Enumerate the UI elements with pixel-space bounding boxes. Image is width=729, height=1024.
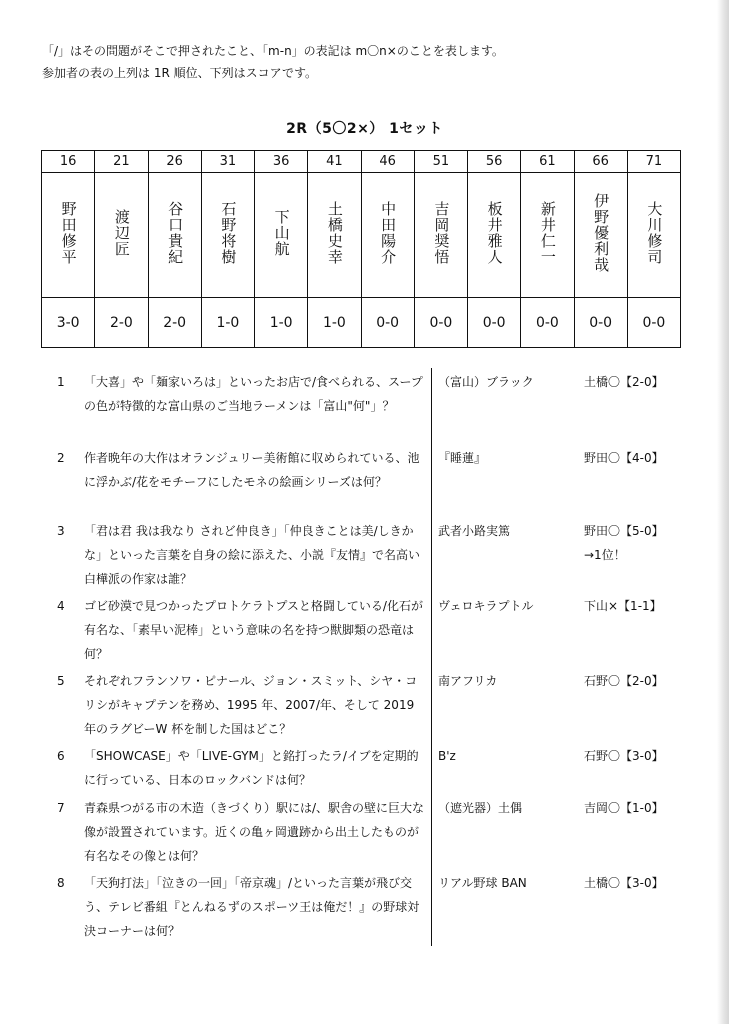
name-cell — [414, 173, 467, 298]
question-text: 作者晩年の大作はオランジュリー美術館に収められている、池に浮かぶ/花をモチーフにしたモネの絵画シリーズは何？ — [84, 451, 420, 489]
player-name: 中田陽介 — [379, 201, 398, 265]
name-cell — [574, 173, 627, 298]
participants-table — [41, 150, 681, 348]
answer: ヴェロキラプトル — [438, 599, 534, 613]
rank-cell: 66 — [574, 151, 627, 173]
score-cell: 3-0 — [42, 298, 95, 348]
result-note: →1位！ — [584, 548, 626, 562]
result: 石野〇【3-0】 — [584, 749, 664, 763]
player-name: 新井仁一 — [538, 201, 557, 265]
score-cell: 0-0 — [627, 298, 680, 348]
question-number: 6 — [57, 749, 65, 763]
player-name: 板井雅人 — [485, 201, 504, 265]
player-name: 下山航 — [272, 209, 291, 257]
answer: （遮光器）土偶 — [438, 801, 523, 815]
player-name: 野田修平 — [59, 201, 78, 265]
score-cell: 1-0 — [255, 298, 308, 348]
result: 吉岡〇【1-0】 — [584, 801, 664, 815]
question-number: 2 — [57, 451, 65, 465]
set-title: 2R（5〇2×） 1セット — [286, 121, 443, 137]
intro-line-2: 参加者の表の上列は 1R 順位、下列はスコアです。 — [42, 66, 318, 80]
question-text: それぞれフランソワ・ピナール、ジョン・スミット、シヤ・コリシがキャプテンを務め、1995 年、2007/年、そして 2019 年のラグビーW 杯を制した国はどこ？ — [84, 674, 418, 736]
rank-cell: 61 — [521, 151, 574, 173]
name-cell — [627, 173, 680, 298]
page-edge-shadow — [717, 0, 729, 1024]
question-text: 「君は君 我は我なり されど仲良き」「仲良きことは美/しきかな」といった言葉を自身の絵に添えた、小説『友情』で名高い白樺派の作家は誰？ — [84, 524, 421, 586]
rank-cell: 26 — [148, 151, 201, 173]
score-cell: 0-0 — [521, 298, 574, 348]
result: 土橋〇【3-0】 — [584, 876, 664, 890]
question-answer-divider — [431, 368, 432, 946]
result: 土橋〇【2-0】 — [584, 375, 664, 389]
rank-cell: 16 — [42, 151, 95, 173]
result: 石野〇【2-0】 — [584, 674, 664, 688]
answer: 南アフリカ — [438, 674, 498, 688]
name-cell — [468, 173, 521, 298]
player-name: 石野将樹 — [219, 201, 238, 265]
question-number: 7 — [57, 801, 65, 815]
question-number: 3 — [57, 524, 65, 538]
rank-cell: 41 — [308, 151, 361, 173]
name-cell — [201, 173, 254, 298]
question-text: 「天狗打法」「泣きの一回」「帝京魂」/といった言葉が飛び交う、テレビ番組『とんねるずのスポーツ王は俺だ！』の野球対決コーナーは何？ — [84, 876, 420, 938]
name-cell — [148, 173, 201, 298]
score-cell: 2-0 — [95, 298, 148, 348]
score-cell: 0-0 — [361, 298, 414, 348]
answer: （富山）ブラック — [438, 375, 534, 389]
score-cell: 1-0 — [308, 298, 361, 348]
result: 野田〇【4-0】 — [584, 451, 664, 465]
rank-cell: 21 — [95, 151, 148, 173]
question-number: 8 — [57, 876, 65, 890]
question-text: ゴビ砂漠で見つかったプロトケラトプスと格闘している/化石が有名な、「素早い泥棒」という意味の名を持つ獣脚類の恐竜は何？ — [84, 599, 423, 661]
score-cell: 0-0 — [468, 298, 521, 348]
name-cell — [361, 173, 414, 298]
rank-cell: 31 — [201, 151, 254, 173]
question-number: 1 — [57, 375, 65, 389]
intro-line-1: 「/」はその問題がそこで押されたこと、「m-n」の表記は m〇n×のことを表します。 — [42, 44, 504, 58]
name-cell — [42, 173, 95, 298]
question-text: 「SHOWCASE」や「LIVE-GYM」と銘打ったラ/イブを定期的に行っている、日本のロックバンドは何？ — [84, 749, 419, 787]
score-cell: 2-0 — [148, 298, 201, 348]
rank-cell: 36 — [255, 151, 308, 173]
score-row — [42, 298, 681, 348]
player-name: 谷口貴紀 — [166, 201, 185, 265]
name-cell — [521, 173, 574, 298]
name-cell — [95, 173, 148, 298]
score-cell: 0-0 — [574, 298, 627, 348]
rank-cell: 56 — [468, 151, 521, 173]
player-name: 大川修司 — [645, 201, 664, 265]
answer: B'z — [438, 749, 456, 763]
player-name: 土橋史幸 — [325, 201, 344, 265]
result: 野田〇【5-0】 — [584, 524, 664, 538]
answer: リアル野球 BAN — [438, 876, 527, 890]
rank-cell: 46 — [361, 151, 414, 173]
result: 下山×【1-1】 — [584, 599, 662, 613]
question-text: 「大喜」や「麺家いろは」といったお店で/食べられる、スープの色が特徴的な富山県のご当地ラーメンは「富山"何"」？ — [84, 375, 423, 413]
name-cell — [255, 173, 308, 298]
name-cell — [308, 173, 361, 298]
intro-notes — [42, 40, 504, 84]
player-name: 渡辺匠 — [112, 209, 131, 257]
question-number: 5 — [57, 674, 65, 688]
answer: 『睡蓮』 — [438, 451, 487, 465]
player-name: 吉岡奨悟 — [432, 201, 451, 265]
question-text: 青森県つがる市の木造（きづくり）駅には/、駅舎の壁に巨大な像が設置されています。近くの亀ヶ岡遺跡から出土したものが有名なその像とは何？ — [84, 801, 425, 863]
score-cell: 0-0 — [414, 298, 467, 348]
answer: 武者小路実篤 — [438, 524, 511, 538]
rank-cell: 51 — [414, 151, 467, 173]
rank-row — [42, 151, 681, 173]
rank-cell: 71 — [627, 151, 680, 173]
name-row — [42, 173, 681, 298]
player-name: 伊野優利哉 — [592, 193, 611, 273]
question-number: 4 — [57, 599, 65, 613]
score-cell: 1-0 — [201, 298, 254, 348]
